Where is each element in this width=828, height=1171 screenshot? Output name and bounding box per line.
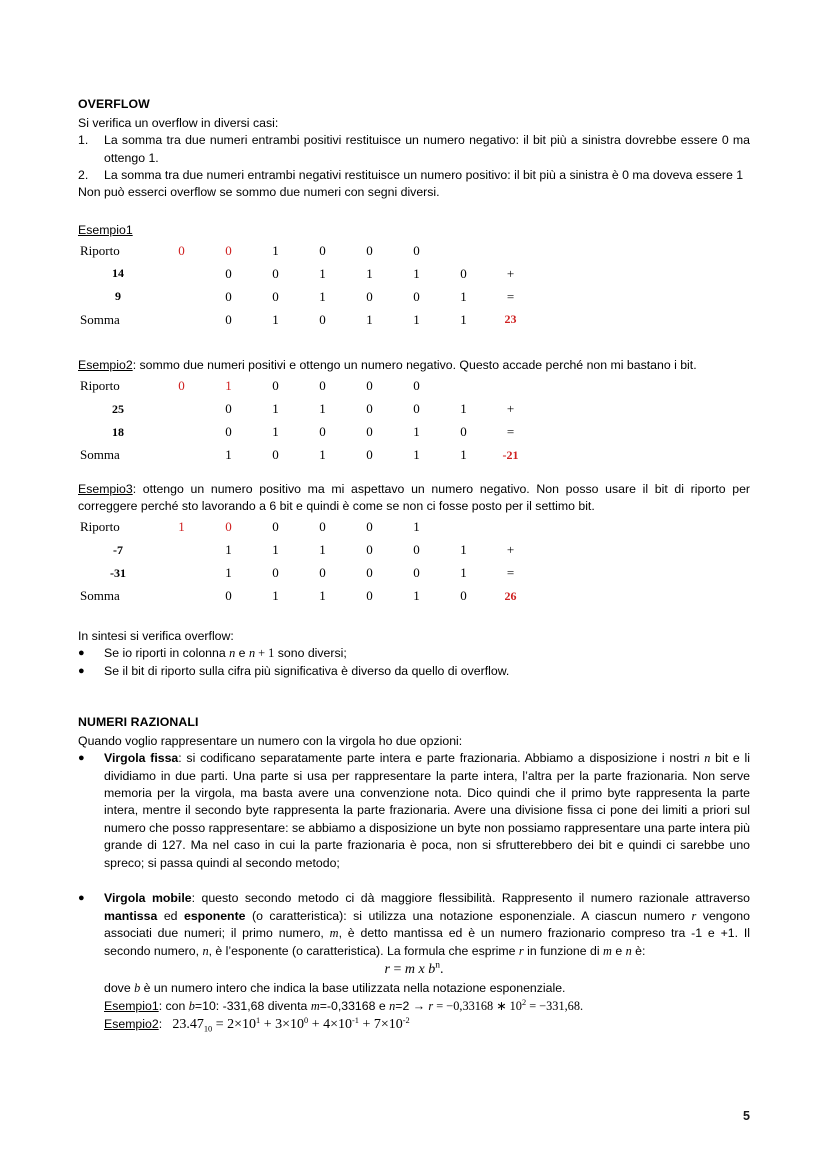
vf-text-b: bit e li dividiamo in due parti. Una parte si usa per rappresentare la parte intera, l’altra per la parte frazionaria. Non serve memoria per la virgola, ma basta avere una convenzione nota. Dico quindi che il primo byte rappresenta la parte intera, mentre il secondo byte rappresenta la parte frazionaria. Avere una divisione fissa ci pone dei limiti a priori sul numero che posso rappresentare: se abbiamo a disposizione un byte non possiamo rappresentare una parte intera più grande di 127. Ma nel caso in cui la parte frazionaria è poca, non si sfrutterebbero dei bit e quindi ci sarebbe uno spreco; si passa quindi al secondo metodo; [104,751,750,870]
carry-digit: 0 [366,242,373,258]
e2-exp-2: 0 [304,1015,309,1025]
digit: 0 [319,424,326,440]
digit: 0 [225,288,232,304]
digit: 1 [225,542,232,558]
digit: 0 [272,265,279,281]
digit: 1 [413,424,420,440]
carry-digit: 1 [413,519,420,535]
digit: 0 [366,424,373,440]
digit: 0 [272,288,279,304]
carry-digit: 0 [366,378,373,394]
list-item-text: Se il bit di riporto sulla cifra più significativa è diverso da quello di overflow. [104,663,510,678]
row-operator: = [506,424,515,440]
e1-pre: : con [158,998,189,1013]
carry-digit: 0 [319,519,326,535]
digit: 1 [366,265,373,281]
e1-formula-end: = −331,68. [526,998,584,1013]
digit-empty [158,562,205,585]
e1-nval: =2 → [395,998,429,1013]
table-row-carry [78,516,534,539]
e1-formula-exp: 2 [521,997,527,1007]
page-content [78,96,750,1035]
overflow-closing: Non può esserci overflow se sommo due numeri con segni diversi. [78,185,440,200]
row-label: 18 [112,424,124,439]
esempio2-description: : sommo due numeri positivi e ottengo un numero negativo. Questo accade perché non mi bastano i bit. [132,358,697,373]
list-item-virgola-fissa [78,750,750,872]
carry-digit: 0 [272,519,279,535]
digit: 1 [460,288,467,304]
table-row [78,398,534,421]
carry-op-empty [440,375,487,398]
digit: 1 [225,565,232,581]
carry-digit: 1 [178,519,185,535]
esempio2-title-text: Esempio2 [78,358,133,373]
page-number: 5 [743,1109,750,1123]
e1-formula-eq: = −0,33168 ∗ 10 [433,998,522,1013]
digit: 1 [413,265,420,281]
carry-digit: 0 [225,519,232,535]
e2-t4: + 7×10 [358,1016,403,1032]
digit: 1 [272,401,279,417]
row-label: Somma [80,588,120,604]
list-item [78,663,750,680]
table-row-sum [78,444,534,467]
esempio3-title-text: Esempio3 [78,481,133,496]
vm-var-n2: n [625,943,632,958]
esempio1-title-text: Esempio1 [78,222,133,237]
sintesi-b1-post: sono diversi; [274,646,347,661]
table-row-carry [78,239,534,262]
formula-x: x [415,962,429,978]
table-row [78,539,534,562]
overflow-intro: Si verifica un overflow in diversi casi: [78,115,279,130]
vf-text-a: : si codificano separatamente parte intera e parte frazionaria. Abbiamo a disposizione i nostri [178,751,705,766]
sum-digit: 0 [272,447,279,463]
esempio3-description: : ottengo un numero positivo ma mi aspettavo un numero negativo. Non posso usare il bit di riporto per correggere perché sto lavorando a 6 bit e quindi è come se non ci fosse posto per il settimo bit. [78,481,750,514]
carry-digit: 0 [319,242,326,258]
table-row [78,421,534,444]
vm-text-e: , è detto mantissa ed è un numero frazionario compreso tra -1 e +1. Il secondo numero, [104,926,750,958]
vm-var-m: m [329,926,339,941]
formula-n-exponent: n [435,960,440,971]
e2-eq: = 2×10 [212,1016,257,1032]
digit: 1 [319,288,326,304]
formula-m: m [404,962,415,978]
sum-digit: 0 [366,588,373,604]
formula-b: b [428,962,436,978]
list-item-text: La somma tra due numeri entrambi positivi restituisce un numero negativo: il bit più a sinistra dovrebbe essere 0 ma ottengo 1. [104,133,750,165]
table-row [78,262,534,285]
dove-pre: dove [104,981,135,996]
table-row-sum [78,585,534,608]
bullet-icon: ● [78,892,85,905]
sintesi-b1-pre: Se io riporti in colonna [104,646,230,661]
sum-digit: 1 [319,447,326,463]
list-item-text [104,645,750,662]
bullet-icon: ● [78,647,85,660]
digit: 0 [366,288,373,304]
digit: 0 [272,565,279,581]
razionali-intro: Quando voglio rappresentare un numero con la virgola ho due opzioni: [78,733,463,748]
digit-empty [158,398,205,421]
table-row-sum [78,308,534,331]
e2-t2: + 3×10 [260,1016,304,1032]
dove-post: è un numero intero che indica la base utilizzata nella notazione esponenziale. [140,981,566,996]
vm-var-m2: m [603,943,612,958]
razionali-esempio2-label: Esempio2 [104,1016,159,1031]
e2-exp-4: -2 [402,1015,410,1025]
row-operator: = [506,288,515,304]
sum-digit: 1 [460,311,467,327]
e1-var-n: n [389,998,396,1013]
term-virgola-fissa: Virgola fissa [104,751,179,766]
sum-result: 26 [504,588,517,603]
list-item [78,132,750,167]
vm-text-c: (o caratteristica): si utilizza una notazione esponenziale. A ciascun numero [245,908,692,923]
esempio3-title [78,481,750,516]
e1-mval: =-0,33168 e [319,998,390,1013]
digit: 1 [319,542,326,558]
e2-sub: 10 [203,1024,213,1034]
overflow-heading: OVERFLOW [78,97,150,111]
razionali-esempio1-label: Esempio1 [104,998,159,1013]
sintesi-b1-mid: e [235,646,249,661]
list-item-text: La somma tra due numeri entrambi negativi restituisce un numero positivo: il bit più a sinistra è 0 ma doveva essere 1 [104,167,744,182]
sum-digit: 1 [413,588,420,604]
table-row-carry [78,375,534,398]
vm-text-d: vengono associati due numeri; il primo numero, [104,908,750,941]
sintesi-b1-var2: n [248,646,256,661]
carry-op-empty [440,516,487,539]
digit-empty [158,585,205,608]
digit: 1 [460,401,467,417]
sum-digit: 1 [225,447,232,463]
list-item-text [104,890,750,960]
row-operator: + [506,542,515,558]
overflow-numbered-list [78,132,750,184]
sum-digit: 1 [366,311,373,327]
formula-r-equals [78,962,750,978]
digit: 0 [413,401,420,417]
formula-eq: = [389,962,405,978]
vm-text-f: , è l’esponente (o caratteristica). La formula che esprime [208,943,519,958]
digit: 0 [366,565,373,581]
carry-digit: 1 [272,242,279,258]
list-item [78,167,750,184]
vm-var-n: n [202,943,209,958]
row-label: 9 [115,289,121,304]
row-label: Somma [80,447,120,463]
sum-digit: 1 [413,447,420,463]
esempio1-table [78,239,534,331]
carry-digit: 0 [413,378,420,394]
digit: 0 [366,542,373,558]
sum-digit: 0 [225,311,232,327]
sintesi-b1-plus: + 1 [255,646,275,661]
digit-empty [158,308,205,331]
sintesi-b1-var1: n [229,646,236,661]
digit: 0 [413,542,420,558]
digit-empty [158,262,205,285]
digit: 1 [460,565,467,581]
sum-digit: 0 [366,447,373,463]
digit: 0 [460,424,467,440]
row-label: 25 [112,401,124,416]
list-item-number: 1. [78,133,89,148]
carry-op-empty [440,239,487,262]
esempio3-table [78,516,534,608]
formula-period: . [439,962,444,978]
razionali-bullet-list [78,750,750,960]
carry-digit: 0 [178,378,185,394]
esempio2-table [78,375,534,467]
row-label: Riporto [80,242,120,258]
bullet-icon: ● [78,664,85,677]
dove-var-b: b [134,981,141,996]
list-item-virgola-mobile [78,890,750,960]
table-row [78,562,534,585]
digit: 1 [319,401,326,417]
digit: 0 [225,265,232,281]
e2-t3: + 4×10 [308,1016,352,1032]
list-item [78,645,750,662]
sum-digit: 0 [225,588,232,604]
vm-text-h: e [611,943,626,958]
razionali-esempio1-line [104,998,750,1015]
razionali-heading: NUMERI RAZIONALI [78,715,199,730]
digit-empty [158,421,205,444]
list-item-number: 2. [78,167,89,182]
carry-digit: 0 [272,378,279,394]
e2-colon: : [158,1016,163,1031]
e1-var-b: b [188,998,195,1013]
digit-empty [158,285,205,308]
row-operator: + [506,265,515,281]
dove-b-line [104,980,750,997]
carry-digit: 0 [413,242,420,258]
list-item-text [104,750,750,872]
carry-digit: 0 [319,378,326,394]
digit: 0 [413,288,420,304]
row-label: 14 [112,266,124,281]
sum-digit: 1 [319,588,326,604]
sintesi-bullet-list [78,645,750,680]
razionali-closing-block [104,980,750,1035]
sum-digit: 0 [319,311,326,327]
carry-digit: 0 [178,242,185,258]
vf-var-n: n [704,751,711,766]
vm-text-i: è: [631,943,646,958]
row-operator: = [506,565,515,581]
carry-digit: 0 [225,242,232,258]
e2-exp-3: -1 [351,1015,359,1025]
digit: 0 [366,401,373,417]
digit: 1 [460,542,467,558]
digit: 1 [319,265,326,281]
row-label: Somma [80,311,120,327]
digit-empty [158,539,205,562]
bullet-icon: ● [78,752,85,765]
vm-var-r: r [691,908,697,923]
e2-exp-1: 1 [256,1015,261,1025]
formula-r: r [384,962,390,978]
razionali-esempio2-line [104,1015,750,1035]
esempio2-title [78,357,750,374]
row-label: -31 [110,565,126,580]
carry-digit: 0 [366,519,373,535]
e1-mid: =10: -331,68 diventa [194,998,311,1013]
sum-result: 23 [504,312,517,327]
e2-value: 23.47 [172,1016,204,1032]
vm-text-a: : questo secondo metodo ci dà maggiore flessibilità. Rappresento il numero razionale attraverso [191,891,750,906]
e1-var-m: m [310,998,320,1013]
term-esponente: esponente [184,908,246,923]
digit: 0 [225,401,232,417]
row-label: Riporto [80,378,120,394]
vm-var-r2: r [518,943,524,958]
vm-text-b: ed [157,908,184,923]
digit: 0 [319,565,326,581]
sum-digit: 0 [460,588,467,604]
digit: 1 [272,424,279,440]
term-virgola-mobile: Virgola mobile [104,891,192,906]
sum-digit: 1 [272,588,279,604]
digit-empty [158,444,205,467]
row-label: Riporto [80,519,120,535]
digit: 0 [413,565,420,581]
table-row [78,285,534,308]
sintesi-intro: In sintesi si verifica overflow: [78,628,234,643]
term-mantissa: mantissa [104,908,158,923]
carry-digit: 1 [225,378,232,394]
esempio1-title [78,222,750,239]
digit: 0 [225,424,232,440]
row-label: -7 [113,542,123,557]
vm-text-g: in funzione di [523,943,604,958]
digit: 0 [460,265,467,281]
digit: 1 [272,542,279,558]
row-operator: + [506,401,515,417]
sum-digit: 1 [413,311,420,327]
sum-result: -21 [502,447,519,462]
sum-digit: 1 [272,311,279,327]
e1-formula-r: r [428,998,434,1013]
sum-digit: 1 [460,447,467,463]
